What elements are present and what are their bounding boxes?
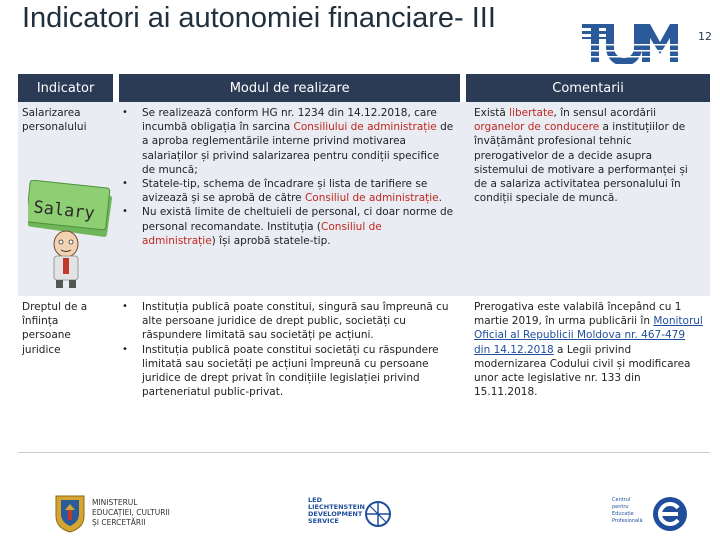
lied-line-4: SERVICE (308, 517, 339, 525)
lied-line-1: LED (308, 496, 322, 504)
cpe-line-2: pentru (612, 504, 629, 510)
table-row (18, 296, 710, 453)
indicator-salarizarea: Salarizarea personalului (22, 107, 87, 134)
list-item: • Nu există limite de cheltuieli de personal, ci doar norme de personal recomandate. Instituția (Consiliul de administrație) își aprobă statele-tip. (120, 205, 454, 248)
indicator-cell (18, 296, 114, 452)
cpe-line-4: Profesională (612, 518, 643, 524)
header-indicator: Indicator (18, 74, 113, 102)
list-item: • Se realizează conform HG nr. 1234 din 14.12.2018, care incumbă obligația în sarcina Consiliului de administrație de a aproba reglementările interne privind motivarea salariaților și privind salarizarea pentru condiții specifice de muncă; (120, 106, 454, 177)
tum-logo-icon (576, 14, 686, 64)
table-row (18, 102, 710, 296)
list-item: • Statele-tip, schema de încadrare și lista de tarifiere se avizează și se aprobă de către Consiliul de administrație. (120, 177, 454, 205)
monitorul-oficial-link[interactable]: Monitorul Oficial al Republicii Moldova nr. 467-479 din 14.12.2018 (474, 315, 703, 356)
ministry-line-1: MINISTERUL (92, 498, 138, 507)
ministry-line-2: EDUCAȚIEI, CULTURII (92, 508, 170, 517)
footer-logos (0, 488, 720, 540)
header-modul-de-realizare: Modul de realizare (119, 74, 460, 102)
cpe-line-1: Centrul (612, 497, 631, 503)
page-number: 12 (698, 30, 712, 43)
list-item: • Instituția publică poate constitui, singură sau împreună cu alte persoane juridice de drept public, societăți cu răspundere limitată sau societăți pe acțiuni. (120, 300, 454, 343)
header-comentarii: Comentarii (466, 74, 710, 102)
indicator-dreptul: Dreptul de a înființa persoane juridice (22, 301, 88, 356)
table-header (18, 74, 710, 102)
comentarii-cell: Există libertate, în sensul acordării organelor de conducere a instituțiilor de învățământ profesional tehnic prerogativelor de a decide asupra sistemului de motivare a performanței și de a salariza activitatea personalului în condiții speciale de muncă. (474, 107, 688, 205)
cpe-logo-icon (612, 492, 692, 536)
modul-cell (114, 102, 464, 296)
list-item: • Instituția publică poate constitui societăți cu răspundere limitată sau societăți pe acțiuni împreună cu persoane juridice de drept privat în condițiile legislației privind parteneriatul public-privat. (120, 343, 454, 400)
ministry-coat-of-arms-icon (52, 492, 202, 534)
salary-illustration-text: Salary (32, 197, 96, 224)
page-title: Indicatori ai autonomiei financiare- III (22, 2, 496, 34)
ministry-line-3: ȘI CERCETĂRII (92, 518, 146, 527)
cpe-line-3: Educație (612, 511, 634, 517)
modul-cell (114, 296, 464, 452)
lied-logo-icon (300, 494, 400, 534)
indicator-cell (18, 102, 114, 296)
lied-line-3: DEVELOPMENT (308, 510, 363, 518)
lied-line-2: LIECHTENSTEIN (308, 503, 365, 511)
salary-illustration-icon (28, 180, 114, 288)
comentarii-cell: Prerogativa este valabilă începând cu 1 martie 2019, în urma publicării în Monitorul Oficial al Republicii Moldova nr. 467-479 din 14.12.2018 a Legii privind modernizarea Codului civil și modificarea unor acte legislative nr. 133 din 15.11.2018. (474, 301, 703, 399)
